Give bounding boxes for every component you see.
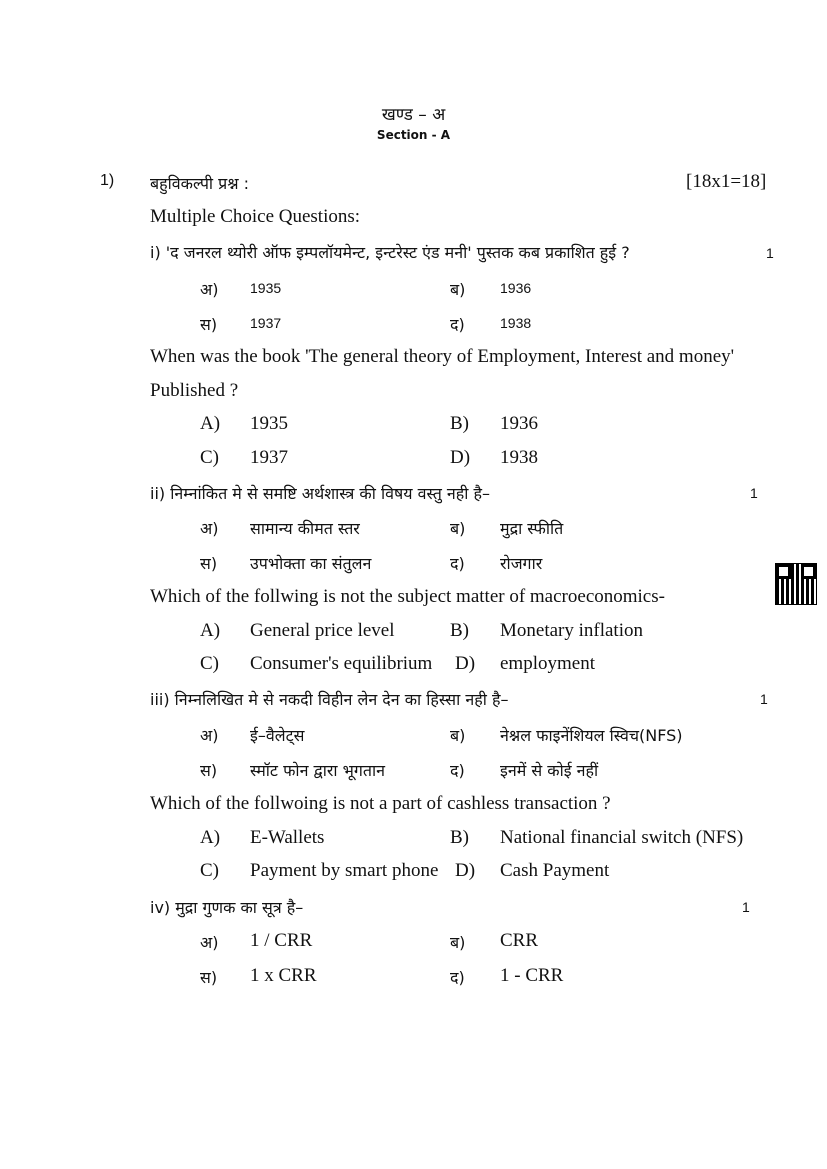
option-text: 1936 bbox=[500, 280, 532, 296]
option-text: Payment by smart phone bbox=[250, 860, 439, 881]
option-text: Cash Payment bbox=[500, 860, 610, 881]
option-label: D) bbox=[455, 860, 476, 881]
question-text-english-cont: Published ? bbox=[150, 380, 239, 401]
question-text-hindi: iii) निम्नलिखित मे से नकदी विहीन लेन देन का हिस्सा नही है– bbox=[150, 690, 509, 709]
option-text: स्मॉट फोन द्वारा भूगतान bbox=[250, 761, 386, 780]
option-text: 1938 bbox=[500, 447, 538, 468]
question-mark: 1 bbox=[750, 485, 758, 501]
option-text: 1937 bbox=[250, 315, 282, 331]
option-label: A) bbox=[200, 827, 221, 848]
option-label: D) bbox=[450, 447, 471, 468]
option-label: ब) bbox=[450, 933, 466, 952]
option-text: National financial switch (NFS) bbox=[500, 827, 744, 848]
option-label: अ) bbox=[200, 280, 219, 299]
section-title-english: Section - A bbox=[376, 128, 451, 142]
total-marks: [18x1=18] bbox=[686, 171, 767, 192]
qr-code-icon bbox=[776, 564, 816, 604]
option-text: मुद्रा स्फीति bbox=[500, 519, 564, 538]
option-label: A) bbox=[200, 620, 221, 641]
section-title-hindi: खण्ड – अ bbox=[381, 105, 446, 125]
option-label: D) bbox=[455, 653, 476, 674]
option-label: अ) bbox=[200, 519, 219, 538]
option-label: B) bbox=[450, 620, 469, 641]
option-text: Monetary inflation bbox=[500, 620, 643, 641]
option-label: ब) bbox=[450, 280, 466, 299]
option-text: 1 x CRR bbox=[250, 965, 317, 986]
option-text: General price level bbox=[250, 620, 395, 641]
option-text: 1 - CRR bbox=[500, 965, 564, 986]
option-text: 1 / CRR bbox=[250, 930, 313, 951]
question-text-hindi: ii) निम्नांकित मे से समष्टि अर्थशास्त्र की विषय वस्तु नही है– bbox=[150, 484, 491, 503]
question-text-hindi: i) 'द जनरल थ्योरी ऑफ इम्पलॉयमेन्ट, इन्टरेस्ट एंड मनी' पुस्तक कब प्रकाशित हुई ? bbox=[150, 243, 630, 262]
option-label: स) bbox=[200, 968, 218, 987]
option-label: स) bbox=[200, 315, 218, 334]
option-label: A) bbox=[200, 413, 221, 434]
question-mark: 1 bbox=[766, 245, 774, 261]
option-text: ई–वैलेट्स bbox=[250, 726, 305, 745]
option-text: 1935 bbox=[250, 413, 288, 434]
option-label: ब) bbox=[450, 519, 466, 538]
option-label: C) bbox=[200, 860, 219, 881]
option-label: C) bbox=[200, 653, 219, 674]
heading-english: Multiple Choice Questions: bbox=[150, 206, 361, 227]
question-mark: 1 bbox=[760, 691, 768, 707]
option-text: employment bbox=[500, 653, 595, 674]
option-text: Consumer's equilibrium bbox=[250, 653, 433, 674]
option-text: 1935 bbox=[250, 280, 282, 296]
option-text: 1937 bbox=[250, 447, 288, 468]
question-mark: 1 bbox=[742, 899, 750, 915]
option-text: नेश्नल फाइनेंशियल स्विच(NFS) bbox=[500, 726, 683, 745]
option-label: अ) bbox=[200, 726, 219, 745]
question-text-english: When was the book 'The general theory of Employment, Interest and money' bbox=[150, 346, 735, 367]
question-text-english: Which of the follwing is not the subject matter of macroeconomics- bbox=[150, 586, 665, 607]
option-text: रोजगार bbox=[500, 554, 543, 573]
option-label: B) bbox=[450, 827, 469, 848]
option-text: उपभोक्ता का संतुलन bbox=[250, 554, 372, 573]
option-text: सामान्य कीमत स्तर bbox=[250, 519, 360, 538]
option-label: C) bbox=[200, 447, 219, 468]
question-text-hindi: iv) मुद्रा गुणक का सूत्र है– bbox=[150, 898, 304, 917]
option-label: B) bbox=[450, 413, 469, 434]
option-text: CRR bbox=[500, 930, 539, 951]
option-label: स) bbox=[200, 554, 218, 573]
option-label: स) bbox=[200, 761, 218, 780]
option-label: द) bbox=[450, 968, 465, 987]
option-label: द) bbox=[450, 554, 465, 573]
option-text: 1938 bbox=[500, 315, 532, 331]
option-text: इनमें से कोई नहीं bbox=[500, 761, 599, 780]
heading-hindi: बहुविकल्पी प्रश्न : bbox=[150, 174, 250, 193]
option-text: E-Wallets bbox=[250, 827, 325, 848]
option-label: द) bbox=[450, 761, 465, 780]
option-label: द) bbox=[450, 315, 465, 334]
question-text-english: Which of the follwoing is not a part of cashless transaction ? bbox=[150, 793, 611, 814]
option-label: ब) bbox=[450, 726, 466, 745]
option-text: 1936 bbox=[500, 413, 538, 434]
question-number: 1) bbox=[100, 172, 115, 189]
option-label: अ) bbox=[200, 933, 219, 952]
